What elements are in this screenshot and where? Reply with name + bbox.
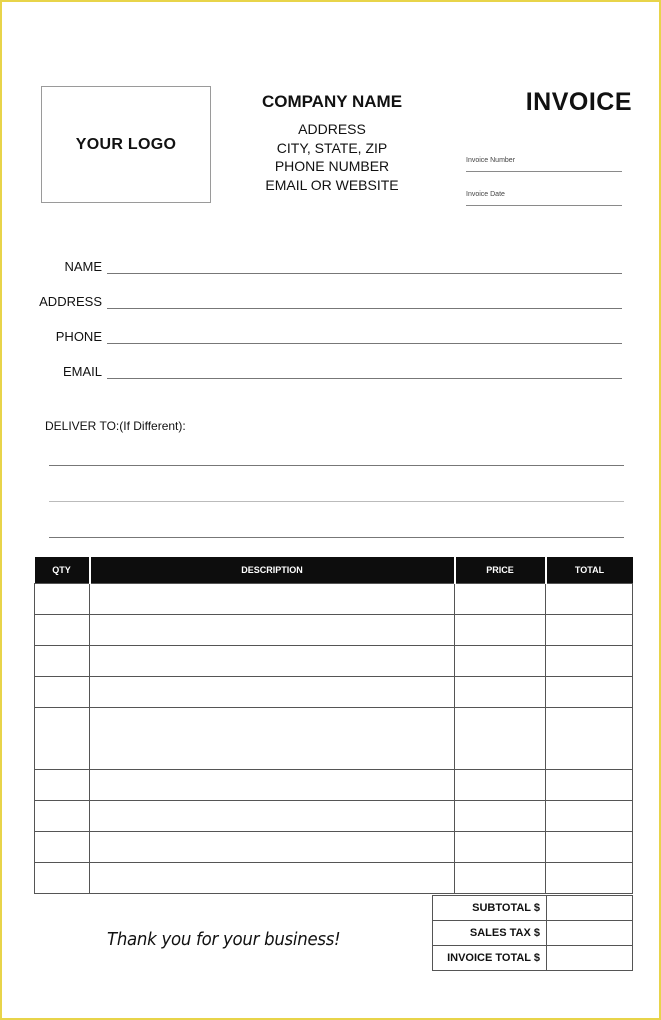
logo-label: YOUR LOGO — [75, 135, 177, 153]
price-cell[interactable] — [455, 708, 546, 770]
table-row — [35, 646, 633, 677]
address-field[interactable] — [107, 308, 622, 309]
phone-label: PHONE — [55, 329, 102, 344]
price-cell[interactable] — [455, 677, 546, 708]
company-city: CITY, STATE, ZIP — [276, 139, 388, 156]
price-cell[interactable] — [455, 770, 546, 801]
qty-cell[interactable] — [35, 863, 90, 894]
deliver-to-label: DELIVER TO:(If Different): — [45, 419, 186, 433]
total-cell[interactable] — [546, 646, 633, 677]
price-cell[interactable] — [455, 832, 546, 863]
total-header: TOTAL — [546, 557, 633, 584]
invoice-number-label: Invoice Number — [466, 157, 516, 164]
deliver-line-2[interactable] — [49, 501, 624, 502]
price-cell[interactable] — [455, 646, 546, 677]
sales-tax-value[interactable] — [547, 921, 633, 946]
invoice-total-row — [433, 946, 633, 971]
total-cell[interactable] — [546, 801, 633, 832]
invoice-total-value[interactable] — [547, 946, 633, 971]
qty-cell[interactable] — [35, 646, 90, 677]
line-items-table — [34, 557, 633, 894]
description-header: DESCRIPTION — [90, 557, 455, 584]
total-cell[interactable] — [546, 615, 633, 646]
table-row — [35, 770, 633, 801]
description-cell[interactable] — [90, 584, 455, 615]
table-row — [35, 832, 633, 863]
table-row — [35, 863, 633, 894]
company-name: COMPANY NAME — [261, 92, 403, 111]
totals-table — [432, 895, 633, 971]
total-cell[interactable] — [546, 677, 633, 708]
total-cell[interactable] — [546, 770, 633, 801]
name-row — [32, 254, 622, 274]
email-label: EMAIL — [62, 364, 102, 379]
qty-cell[interactable] — [35, 708, 90, 770]
description-cell[interactable] — [90, 615, 455, 646]
company-web: EMAIL OR WEBSITE — [265, 176, 399, 193]
company-address: ADDRESS — [298, 121, 366, 137]
total-cell[interactable] — [546, 832, 633, 863]
deliver-line-3[interactable] — [49, 537, 624, 538]
company-block — [232, 92, 432, 194]
sales-tax-label: SALES TAX $ — [433, 921, 547, 946]
address-label: ADDRESS — [39, 294, 102, 309]
name-field[interactable] — [107, 273, 622, 274]
price-cell[interactable] — [455, 863, 546, 894]
logo-placeholder — [41, 86, 211, 203]
description-cell[interactable] — [90, 863, 455, 894]
thank-you-message: Thank you for your business! — [107, 929, 341, 950]
invoice-date-label: Invoice Date — [466, 191, 505, 198]
invoice-title: INVOICE — [525, 88, 632, 116]
total-cell[interactable] — [546, 584, 633, 615]
table-row — [35, 801, 633, 832]
description-cell[interactable] — [90, 677, 455, 708]
invoice-number-field[interactable] — [466, 157, 622, 172]
sales-tax-row — [433, 921, 633, 946]
description-cell[interactable] — [90, 646, 455, 677]
qty-cell[interactable] — [35, 677, 90, 708]
description-cell[interactable] — [90, 801, 455, 832]
price-cell[interactable] — [455, 801, 546, 832]
deliver-line-1[interactable] — [49, 465, 624, 466]
table-row — [35, 584, 633, 615]
qty-header: QTY — [35, 557, 90, 584]
description-cell[interactable] — [90, 832, 455, 863]
company-phone: PHONE NUMBER — [274, 158, 390, 174]
total-cell[interactable] — [546, 708, 633, 770]
table-row — [35, 615, 633, 646]
qty-cell[interactable] — [35, 832, 90, 863]
subtotal-label: SUBTOTAL $ — [433, 896, 547, 921]
subtotal-value[interactable] — [547, 896, 633, 921]
description-cell[interactable] — [90, 708, 455, 770]
description-cell[interactable] — [90, 770, 455, 801]
price-cell[interactable] — [455, 584, 546, 615]
total-cell[interactable] — [546, 863, 633, 894]
qty-cell[interactable] — [35, 801, 90, 832]
invoice-total-label: INVOICE TOTAL $ — [433, 946, 547, 971]
email-field[interactable] — [107, 378, 622, 379]
table-row — [35, 677, 633, 708]
qty-cell[interactable] — [35, 770, 90, 801]
table-row — [35, 708, 633, 770]
qty-cell[interactable] — [35, 615, 90, 646]
price-cell[interactable] — [455, 615, 546, 646]
address-row — [32, 289, 622, 309]
invoice-date-field[interactable] — [466, 191, 622, 206]
phone-row — [32, 324, 622, 344]
email-row — [32, 359, 622, 379]
phone-field[interactable] — [107, 343, 622, 344]
name-label: NAME — [64, 259, 102, 274]
price-header: PRICE — [455, 557, 546, 584]
subtotal-row — [433, 896, 633, 921]
qty-cell[interactable] — [35, 584, 90, 615]
